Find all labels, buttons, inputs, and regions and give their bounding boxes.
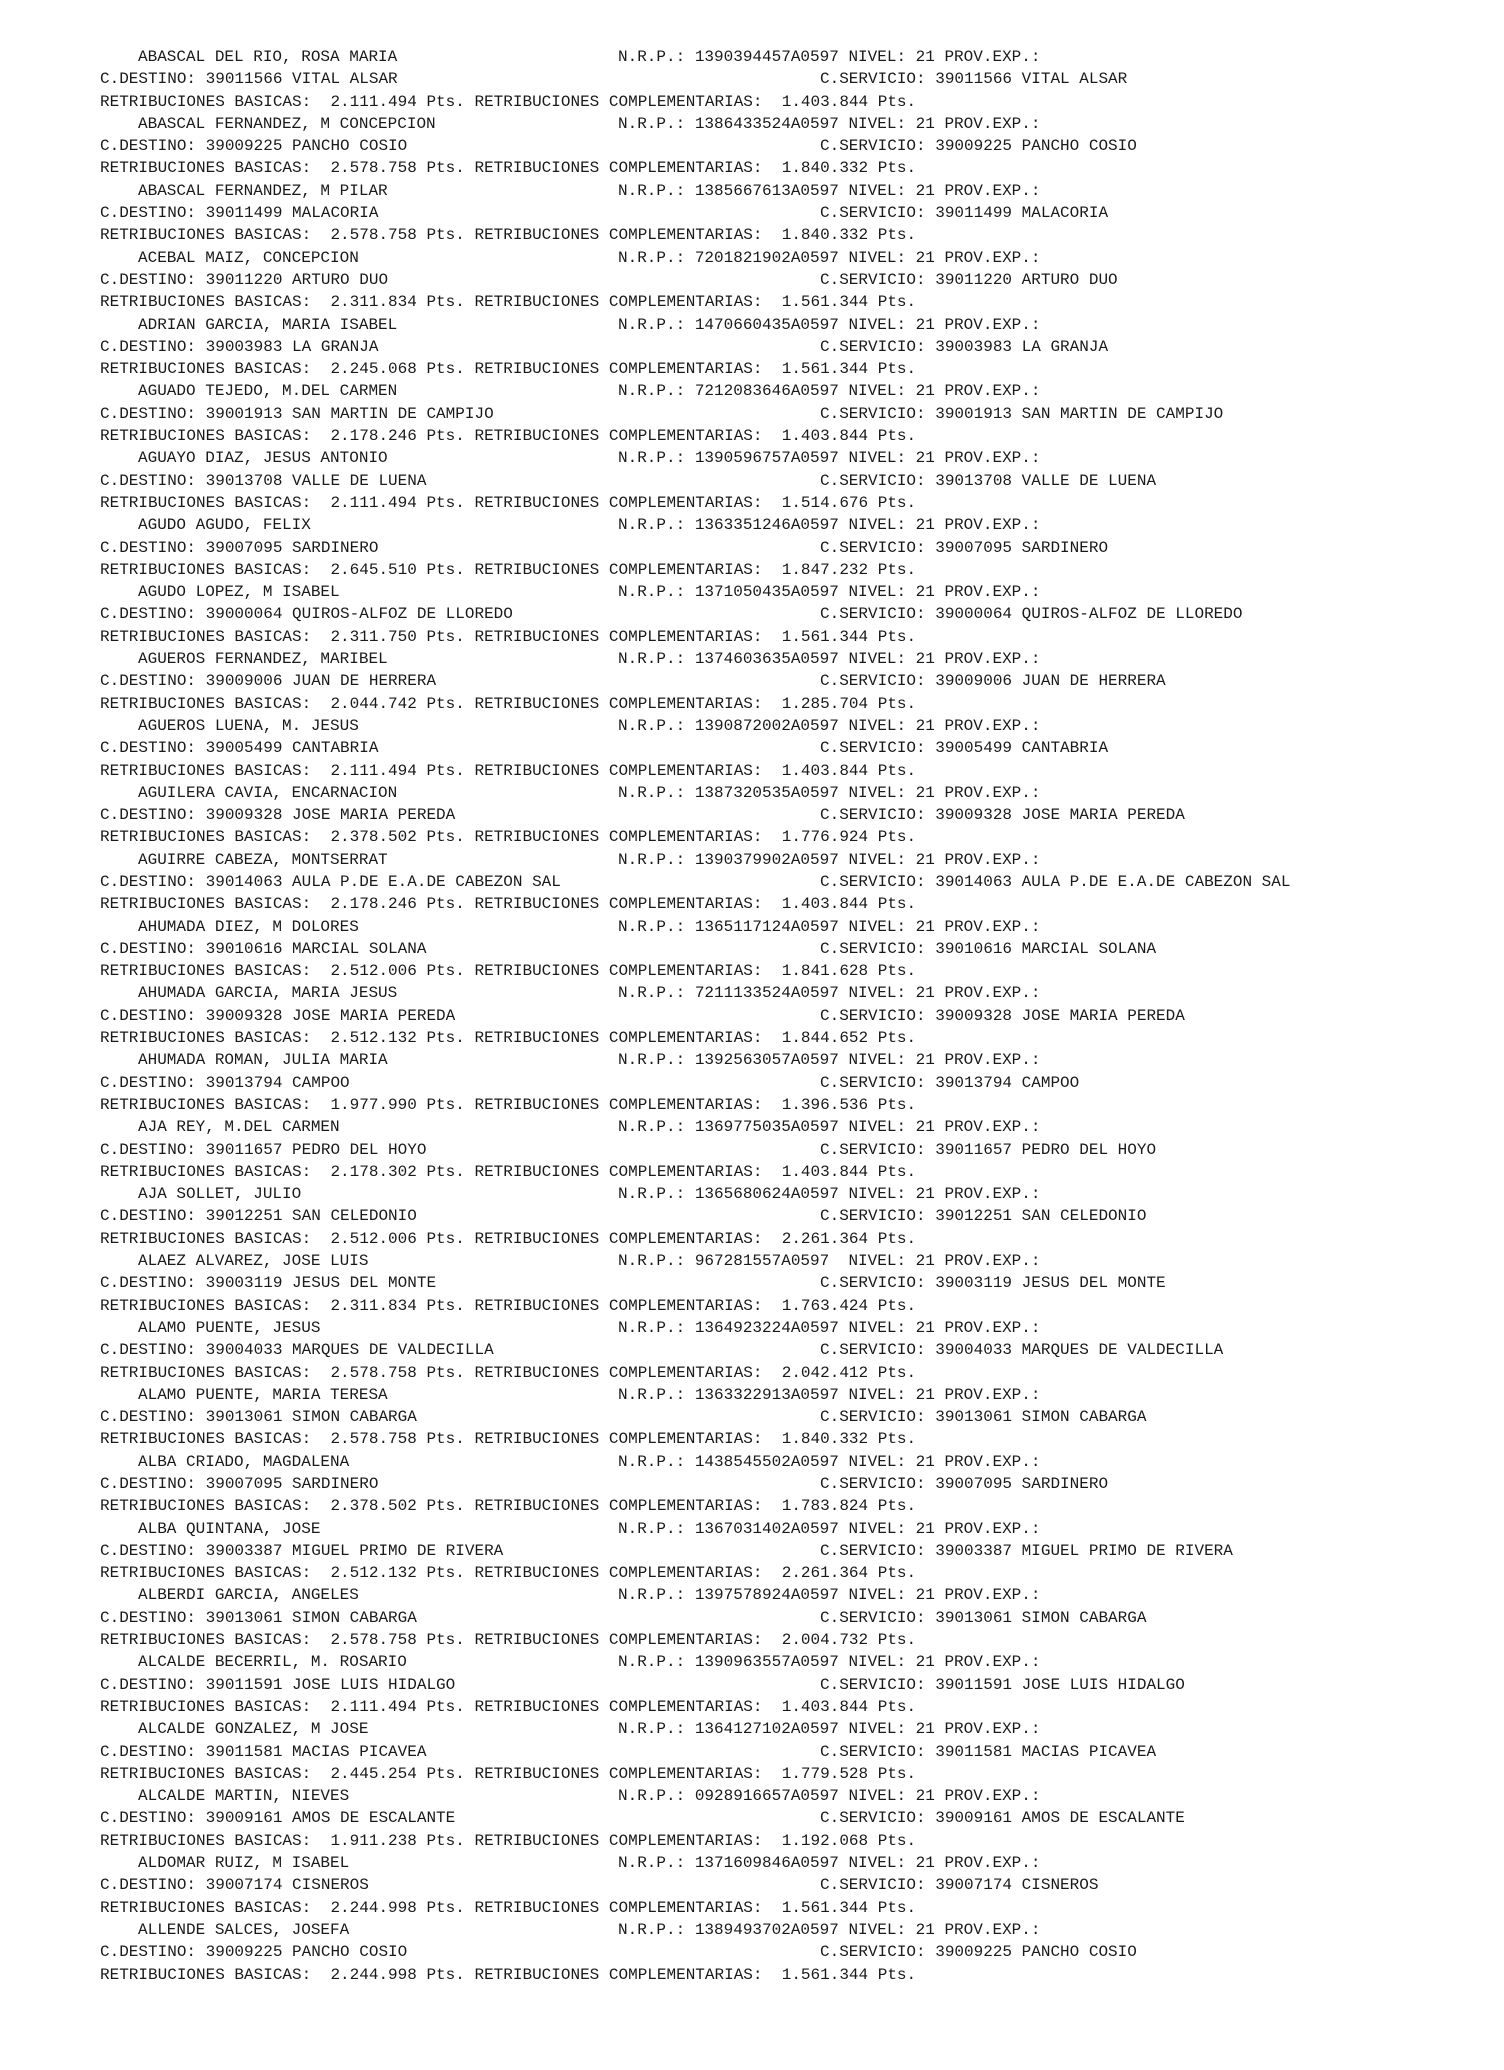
employee-name: AGUEROS LUENA, M. JESUS [138,716,359,735]
service-center: C.SERVICIO: 39012251 SAN CELEDONIO [820,1207,1147,1226]
destination-center: C.DESTINO: 39003983 LA GRANJA [100,337,379,356]
destination-center: C.DESTINO: 39009328 JOSE MARIA PEREDA [100,1006,456,1025]
record-header-line [100,314,1500,336]
service-center: C.SERVICIO: 39009225 PANCHO COSIO [820,1943,1137,1962]
record-header-line [100,514,1500,536]
employee-record [100,648,1500,715]
service-center: C.SERVICIO: 39014063 AULA P.DE E.A.DE CABEZON SAL [820,872,1291,891]
record-salary-line [100,224,1500,246]
record-header-line [100,1518,1500,1540]
record-center-line [100,737,1500,759]
record-center-line [100,1741,1500,1763]
record-header-line [100,982,1500,1004]
employee-name: AHUMADA GARCIA, MARIA JESUS [138,984,398,1003]
record-center-line [100,470,1500,492]
record-center-line [100,135,1500,157]
record-salary-line [100,91,1500,113]
service-center: C.SERVICIO: 39013708 VALLE DE LUENA [820,471,1157,490]
record-header-line [100,1049,1500,1071]
retribuciones-text: RETRIBUCIONES BASICAS: 2.578.758 Pts. RETRIBUCIONES COMPLEMENTARIAS: 1.840.332 Pts. [100,1430,917,1449]
record-center-line [100,938,1500,960]
employee-record [100,1852,1500,1919]
record-center-line [100,1072,1500,1094]
nrp-info: N.R.P.: 1470660435A0597 NIVEL: 21 PROV.EXP.: [618,315,1041,334]
retribuciones-text: RETRIBUCIONES BASICAS: 2.578.758 Pts. RETRIBUCIONES COMPLEMENTARIAS: 2.042.412 Pts. [100,1363,917,1382]
record-header-line [100,715,1500,737]
employee-name: ALCALDE BECERRIL, M. ROSARIO [138,1653,407,1672]
employee-name: ABASCAL FERNANDEZ, M CONCEPCION [138,114,436,133]
retribuciones-text: RETRIBUCIONES BASICAS: 1.911.238 Pts. RETRIBUCIONES COMPLEMENTARIAS: 1.192.068 Pts. [100,1831,917,1850]
employee-record [100,1785,1500,1852]
service-center: C.SERVICIO: 39003119 JESUS DEL MONTE [820,1274,1166,1293]
nrp-info: N.R.P.: 1392563057A0597 NIVEL: 21 PROV.EXP.: [618,1051,1041,1070]
employee-record [100,782,1500,849]
employee-record [100,113,1500,180]
employee-name: AHUMADA ROMAN, JULIA MARIA [138,1051,388,1070]
employee-name: ABASCAL FERNANDEZ, M PILAR [138,181,388,200]
retribuciones-text: RETRIBUCIONES BASICAS: 2.578.758 Pts. RETRIBUCIONES COMPLEMENTARIAS: 2.004.732 Pts. [100,1631,917,1650]
employee-record [100,514,1500,581]
record-header-line [100,916,1500,938]
record-center-line [100,603,1500,625]
service-center: C.SERVICIO: 39011581 MACIAS PICAVEA [820,1742,1157,1761]
record-header-line [100,380,1500,402]
employee-name: ALAMO PUENTE, MARIA TERESA [138,1385,388,1404]
nrp-info: N.R.P.: 1389493702A0597 NIVEL: 21 PROV.EXP.: [618,1920,1041,1939]
employee-record [100,1116,1500,1183]
employee-name: ALCALDE GONZALEZ, M JOSE [138,1720,369,1739]
destination-center: C.DESTINO: 39004033 MARQUES DE VALDECILLA [100,1341,494,1360]
employee-record [100,1518,1500,1585]
record-center-line [100,403,1500,425]
employee-record [100,1384,1500,1451]
employee-name: ACEBAL MAIZ, CONCEPCION [138,248,359,267]
record-center-line [100,68,1500,90]
retribuciones-text: RETRIBUCIONES BASICAS: 2.512.132 Pts. RETRIBUCIONES COMPLEMENTARIAS: 1.844.652 Pts. [100,1029,917,1048]
record-center-line [100,1339,1500,1361]
employee-name: ALBA QUINTANA, JOSE [138,1519,321,1538]
employee-name: AGUAYO DIAZ, JESUS ANTONIO [138,449,388,468]
employee-name: ABASCAL DEL RIO, ROSA MARIA [138,48,398,66]
record-header-line [100,1651,1500,1673]
nrp-info: N.R.P.: 1364923224A0597 NIVEL: 21 PROV.EXP.: [618,1318,1041,1337]
service-center: C.SERVICIO: 39013061 SIMON CABARGA [820,1608,1147,1627]
destination-center: C.DESTINO: 39011566 VITAL ALSAR [100,70,398,89]
employee-name: AHUMADA DIEZ, M DOLORES [138,917,359,936]
employee-record [100,46,1500,113]
employee-record [100,447,1500,514]
destination-center: C.DESTINO: 39013061 SIMON CABARGA [100,1408,417,1427]
record-salary-line [100,1495,1500,1517]
employee-name: ALAEZ ALVAREZ, JOSE LUIS [138,1252,369,1271]
nrp-info: N.R.P.: 1364127102A0597 NIVEL: 21 PROV.EXP.: [618,1720,1041,1739]
retribuciones-text: RETRIBUCIONES BASICAS: 1.977.990 Pts. RETRIBUCIONES COMPLEMENTARIAS: 1.396.536 Pts. [100,1095,917,1114]
record-salary-line [100,492,1500,514]
destination-center: C.DESTINO: 39000064 QUIROS-ALFOZ DE LLOREDO [100,605,513,624]
service-center: C.SERVICIO: 39013061 SIMON CABARGA [820,1408,1147,1427]
record-salary-line [100,1562,1500,1584]
record-salary-line [100,893,1500,915]
nrp-info: N.R.P.: 967281557A0597 NIVEL: 21 PROV.EXP.: [618,1252,1041,1271]
nrp-info: N.R.P.: 7201821902A0597 NIVEL: 21 PROV.EXP.: [618,248,1041,267]
retribuciones-text: RETRIBUCIONES BASICAS: 2.245.068 Pts. RETRIBUCIONES COMPLEMENTARIAS: 1.561.344 Pts. [100,360,917,379]
retribuciones-text: RETRIBUCIONES BASICAS: 2.178.246 Pts. RETRIBUCIONES COMPLEMENTARIAS: 1.403.844 Pts. [100,895,917,914]
employee-name: ALAMO PUENTE, JESUS [138,1318,321,1337]
service-center: C.SERVICIO: 39007095 SARDINERO [820,1475,1109,1493]
destination-center: C.DESTINO: 39003387 MIGUEL PRIMO DE RIVERA [100,1541,504,1560]
record-header-line [100,1785,1500,1807]
destination-center: C.DESTINO: 39009161 AMOS DE ESCALANTE [100,1809,456,1828]
nrp-info: N.R.P.: 1390379902A0597 NIVEL: 21 PROV.EXP.: [618,850,1041,869]
destination-center: C.DESTINO: 39011220 ARTURO DUO [100,270,389,289]
nrp-info: N.R.P.: 1374603635A0597 NIVEL: 21 PROV.EXP.: [618,650,1041,669]
record-header-line [100,1451,1500,1473]
record-center-line [100,1540,1500,1562]
retribuciones-text: RETRIBUCIONES BASICAS: 2.311.834 Pts. RETRIBUCIONES COMPLEMENTARIAS: 1.763.424 Pts. [100,1296,917,1315]
record-salary-line [100,1027,1500,1049]
record-center-line [100,1272,1500,1294]
nrp-info: N.R.P.: 7212083646A0597 NIVEL: 21 PROV.EXP.: [618,382,1041,401]
record-salary-line [100,960,1500,982]
retribuciones-text: RETRIBUCIONES BASICAS: 2.378.502 Pts. RETRIBUCIONES COMPLEMENTARIAS: 1.783.824 Pts. [100,1497,917,1516]
destination-center: C.DESTINO: 39003119 JESUS DEL MONTE [100,1274,437,1293]
destination-center: C.DESTINO: 39009225 PANCHO COSIO [100,1943,408,1962]
record-center-line [100,871,1500,893]
nrp-info: N.R.P.: 1386433524A0597 NIVEL: 21 PROV.EXP.: [618,114,1041,133]
nrp-info: N.R.P.: 1390596757A0597 NIVEL: 21 PROV.EXP.: [618,449,1041,468]
retribuciones-text: RETRIBUCIONES BASICAS: 2.178.302 Pts. RETRIBUCIONES COMPLEMENTARIAS: 1.403.844 Pts. [100,1162,917,1181]
service-center: C.SERVICIO: 39009006 JUAN DE HERRERA [820,672,1166,691]
record-header-line [100,1384,1500,1406]
employee-record [100,380,1500,447]
employee-record [100,247,1500,314]
destination-center: C.DESTINO: 39011499 MALACORIA [100,204,379,223]
destination-center: C.DESTINO: 39010616 MARCIAL SOLANA [100,939,427,958]
record-center-line [100,202,1500,224]
record-header-line [100,1718,1500,1740]
destination-center: C.DESTINO: 39013708 VALLE DE LUENA [100,471,427,490]
destination-center: C.DESTINO: 39009225 PANCHO COSIO [100,137,408,156]
record-salary-line [100,693,1500,715]
retribuciones-text: RETRIBUCIONES BASICAS: 2.512.006 Pts. RETRIBUCIONES COMPLEMENTARIAS: 2.261.364 Pts. [100,1229,917,1248]
service-center: C.SERVICIO: 39013794 CAMPOO [820,1073,1080,1092]
employee-name: AJA SOLLET, JULIO [138,1185,302,1204]
retribuciones-text: RETRIBUCIONES BASICAS: 2.244.998 Pts. RETRIBUCIONES COMPLEMENTARIAS: 1.561.344 Pts. [100,1898,917,1917]
retribuciones-text: RETRIBUCIONES BASICAS: 2.044.742 Pts. RETRIBUCIONES COMPLEMENTARIAS: 1.285.704 Pts. [100,694,917,713]
record-header-line [100,1852,1500,1874]
destination-center: C.DESTINO: 39011581 MACIAS PICAVEA [100,1742,427,1761]
destination-center: C.DESTINO: 39009006 JUAN DE HERRERA [100,672,437,691]
record-salary-line [100,157,1500,179]
record-salary-line [100,1228,1500,1250]
retribuciones-text: RETRIBUCIONES BASICAS: 2.311.834 Pts. RETRIBUCIONES COMPLEMENTARIAS: 1.561.344 Pts. [100,293,917,312]
employee-record [100,1718,1500,1785]
destination-center: C.DESTINO: 39013794 CAMPOO [100,1073,350,1092]
employee-name: ADRIAN GARCIA, MARIA ISABEL [138,315,398,334]
record-salary-line [100,1830,1500,1852]
employee-name: ALDOMAR RUIZ, M ISABEL [138,1854,350,1873]
retribuciones-text: RETRIBUCIONES BASICAS: 2.512.132 Pts. RETRIBUCIONES COMPLEMENTARIAS: 2.261.364 Pts. [100,1564,917,1583]
nrp-info: N.R.P.: 1438545502A0597 NIVEL: 21 PROV.EXP.: [618,1452,1041,1471]
record-salary-line [100,760,1500,782]
destination-center: C.DESTINO: 39007174 CISNEROS [100,1876,369,1895]
retribuciones-text: RETRIBUCIONES BASICAS: 2.178.246 Pts. RETRIBUCIONES COMPLEMENTARIAS: 1.403.844 Pts. [100,427,917,446]
record-header-line [100,1317,1500,1339]
employee-record [100,1651,1500,1718]
destination-center: C.DESTINO: 39007095 SARDINERO [100,538,379,557]
record-header-line [100,113,1500,135]
record-header-line [100,180,1500,202]
service-center: C.SERVICIO: 39003983 LA GRANJA [820,337,1109,356]
destination-center: C.DESTINO: 39005499 CANTABRIA [100,739,379,758]
record-salary-line [100,626,1500,648]
employee-record [100,180,1500,247]
record-center-line [100,1941,1500,1963]
record-salary-line [100,1696,1500,1718]
nrp-info: N.R.P.: 1365117124A0597 NIVEL: 21 PROV.EXP.: [618,917,1041,936]
service-center: C.SERVICIO: 39011220 ARTURO DUO [820,270,1118,289]
record-center-line [100,1406,1500,1428]
record-center-line [100,1674,1500,1696]
record-header-line [100,247,1500,269]
service-center: C.SERVICIO: 39011566 VITAL ALSAR [820,70,1128,89]
employee-name: ALBA CRIADO, MAGDALENA [138,1452,350,1471]
record-salary-line [100,1763,1500,1785]
employee-record [100,916,1500,983]
service-center: C.SERVICIO: 39007095 SARDINERO [820,538,1109,557]
nrp-info: N.R.P.: 1371050435A0597 NIVEL: 21 PROV.EXP.: [618,583,1041,602]
record-header-line [100,648,1500,670]
nrp-info: N.R.P.: 1367031402A0597 NIVEL: 21 PROV.EXP.: [618,1519,1041,1538]
employee-record [100,1451,1500,1518]
employee-name: AGUIRRE CABEZA, MONTSERRAT [138,850,388,869]
nrp-info: N.R.P.: 1390872002A0597 NIVEL: 21 PROV.EXP.: [618,716,1041,735]
service-center: C.SERVICIO: 39003387 MIGUEL PRIMO DE RIVERA [820,1541,1233,1560]
employee-record [100,581,1500,648]
service-center: C.SERVICIO: 39001913 SAN MARTIN DE CAMPIJO [820,404,1224,423]
employee-record [100,715,1500,782]
destination-center: C.DESTINO: 39014063 AULA P.DE E.A.DE CABEZON SAL [100,872,561,891]
nrp-info: N.R.P.: 1397578924A0597 NIVEL: 21 PROV.EXP.: [618,1586,1041,1605]
destination-center: C.DESTINO: 39011591 JOSE LUIS HIDALGO [100,1675,456,1694]
service-center: C.SERVICIO: 39011499 MALACORIA [820,204,1109,223]
service-center: C.SERVICIO: 39011657 PEDRO DEL HOYO [820,1140,1157,1159]
destination-center: C.DESTINO: 39009328 JOSE MARIA PEREDA [100,806,456,825]
nrp-info: N.R.P.: 1363322913A0597 NIVEL: 21 PROV.EXP.: [618,1385,1041,1404]
record-salary-line [100,1897,1500,1919]
employee-record [100,1584,1500,1651]
employee-name: AGUEROS FERNANDEZ, MARIBEL [138,650,388,669]
retribuciones-text: RETRIBUCIONES BASICAS: 2.512.006 Pts. RETRIBUCIONES COMPLEMENTARIAS: 1.841.628 Pts. [100,962,917,981]
employee-name: ALLENDE SALCES, JOSEFA [138,1920,350,1939]
service-center: C.SERVICIO: 39004033 MARQUES DE VALDECILLA [820,1341,1224,1360]
service-center: C.SERVICIO: 39009225 PANCHO COSIO [820,137,1137,156]
nrp-info: N.R.P.: 1369775035A0597 NIVEL: 21 PROV.EXP.: [618,1118,1041,1137]
employee-name: AJA REY, M.DEL CARMEN [138,1118,340,1137]
nrp-info: N.R.P.: 1371609846A0597 NIVEL: 21 PROV.EXP.: [618,1854,1041,1873]
nrp-info: N.R.P.: 1387320535A0597 NIVEL: 21 PROV.EXP.: [618,783,1041,802]
record-salary-line [100,1362,1500,1384]
record-center-line [100,670,1500,692]
employee-name: AGUADO TEJEDO, M.DEL CARMEN [138,382,398,401]
destination-center: C.DESTINO: 39013061 SIMON CABARGA [100,1608,417,1627]
retribuciones-text: RETRIBUCIONES BASICAS: 2.445.254 Pts. RETRIBUCIONES COMPLEMENTARIAS: 1.779.528 Pts. [100,1764,917,1783]
nrp-info: N.R.P.: 1363351246A0597 NIVEL: 21 PROV.EXP.: [618,516,1041,535]
record-header-line [100,1116,1500,1138]
employee-record [100,849,1500,916]
retribuciones-text: RETRIBUCIONES BASICAS: 2.111.494 Pts. RETRIBUCIONES COMPLEMENTARIAS: 1.403.844 Pts. [100,761,917,780]
record-salary-line [100,1161,1500,1183]
record-center-line [100,1473,1500,1495]
retribuciones-text: RETRIBUCIONES BASICAS: 2.111.494 Pts. RETRIBUCIONES COMPLEMENTARIAS: 1.514.676 Pts. [100,493,917,512]
service-center: C.SERVICIO: 39011591 JOSE LUIS HIDALGO [820,1675,1185,1694]
employee-record [100,1317,1500,1384]
destination-center: C.DESTINO: 39001913 SAN MARTIN DE CAMPIJO [100,404,494,423]
service-center: C.SERVICIO: 39009161 AMOS DE ESCALANTE [820,1809,1185,1828]
employee-record [100,1919,1500,1986]
record-center-line [100,1807,1500,1829]
retribuciones-text: RETRIBUCIONES BASICAS: 2.311.750 Pts. RETRIBUCIONES COMPLEMENTARIAS: 1.561.344 Pts. [100,627,917,646]
nrp-info: N.R.P.: 7211133524A0597 NIVEL: 21 PROV.EXP.: [618,984,1041,1003]
retribuciones-text: RETRIBUCIONES BASICAS: 2.111.494 Pts. RETRIBUCIONES COMPLEMENTARIAS: 1.403.844 Pts. [100,1697,917,1716]
retribuciones-text: RETRIBUCIONES BASICAS: 2.244.998 Pts. RETRIBUCIONES COMPLEMENTARIAS: 1.561.344 Pts. [100,1965,917,1984]
record-header-line [100,1250,1500,1272]
employee-record [100,1183,1500,1250]
employee-record [100,1250,1500,1317]
retribuciones-text: RETRIBUCIONES BASICAS: 2.578.758 Pts. RETRIBUCIONES COMPLEMENTARIAS: 1.840.332 Pts. [100,226,917,245]
service-center: C.SERVICIO: 39007174 CISNEROS [820,1876,1099,1895]
service-center: C.SERVICIO: 39009328 JOSE MARIA PEREDA [820,1006,1185,1025]
record-center-line [100,1205,1500,1227]
nrp-info: N.R.P.: 1385667613A0597 NIVEL: 21 PROV.EXP.: [618,181,1041,200]
employee-record [100,314,1500,381]
record-salary-line [100,291,1500,313]
service-center: C.SERVICIO: 39000064 QUIROS-ALFOZ DE LLOREDO [820,605,1243,624]
record-salary-line [100,358,1500,380]
record-header-line [100,46,1500,68]
service-center: C.SERVICIO: 39009328 JOSE MARIA PEREDA [820,806,1185,825]
record-salary-line [100,1094,1500,1116]
record-salary-line [100,1428,1500,1450]
employee-name: AGUDO AGUDO, FELIX [138,516,311,535]
destination-center: C.DESTINO: 39007095 SARDINERO [100,1475,379,1493]
service-center: C.SERVICIO: 39005499 CANTABRIA [820,739,1109,758]
retribuciones-text: RETRIBUCIONES BASICAS: 2.111.494 Pts. RETRIBUCIONES COMPLEMENTARIAS: 1.403.844 Pts. [100,92,917,111]
salary-listing [100,46,1500,1986]
record-salary-line [100,1964,1500,1986]
service-center: C.SERVICIO: 39010616 MARCIAL SOLANA [820,939,1157,958]
employee-record [100,982,1500,1049]
nrp-info: N.R.P.: 1390963557A0597 NIVEL: 21 PROV.EXP.: [618,1653,1041,1672]
record-center-line [100,1607,1500,1629]
record-salary-line [100,1629,1500,1651]
employee-name: AGUDO LOPEZ, M ISABEL [138,583,340,602]
retribuciones-text: RETRIBUCIONES BASICAS: 2.378.502 Pts. RETRIBUCIONES COMPLEMENTARIAS: 1.776.924 Pts. [100,828,917,847]
record-salary-line [100,1295,1500,1317]
record-header-line [100,1919,1500,1941]
destination-center: C.DESTINO: 39011657 PEDRO DEL HOYO [100,1140,427,1159]
nrp-info: N.R.P.: 1365680624A0597 NIVEL: 21 PROV.EXP.: [618,1185,1041,1204]
record-header-line [100,581,1500,603]
record-header-line [100,1183,1500,1205]
record-center-line [100,269,1500,291]
record-salary-line [100,559,1500,581]
record-salary-line [100,425,1500,447]
nrp-info: N.R.P.: 0928916657A0597 NIVEL: 21 PROV.EXP.: [618,1787,1041,1806]
employee-name: AGUILERA CAVIA, ENCARNACION [138,783,398,802]
record-center-line [100,1139,1500,1161]
destination-center: C.DESTINO: 39012251 SAN CELEDONIO [100,1207,417,1226]
record-header-line [100,447,1500,469]
record-center-line [100,1005,1500,1027]
record-header-line [100,782,1500,804]
retribuciones-text: RETRIBUCIONES BASICAS: 2.578.758 Pts. RETRIBUCIONES COMPLEMENTARIAS: 1.840.332 Pts. [100,159,917,178]
record-center-line [100,336,1500,358]
employee-record [100,1049,1500,1116]
record-header-line [100,1584,1500,1606]
employee-name: ALCALDE MARTIN, NIEVES [138,1787,350,1806]
retribuciones-text: RETRIBUCIONES BASICAS: 2.645.510 Pts. RETRIBUCIONES COMPLEMENTARIAS: 1.847.232 Pts. [100,560,917,579]
record-center-line [100,1874,1500,1896]
record-salary-line [100,826,1500,848]
nrp-info: N.R.P.: 1390394457A0597 NIVEL: 21 PROV.EXP.: [618,48,1041,66]
record-center-line [100,804,1500,826]
record-center-line [100,537,1500,559]
employee-name: ALBERDI GARCIA, ANGELES [138,1586,359,1605]
record-header-line [100,849,1500,871]
